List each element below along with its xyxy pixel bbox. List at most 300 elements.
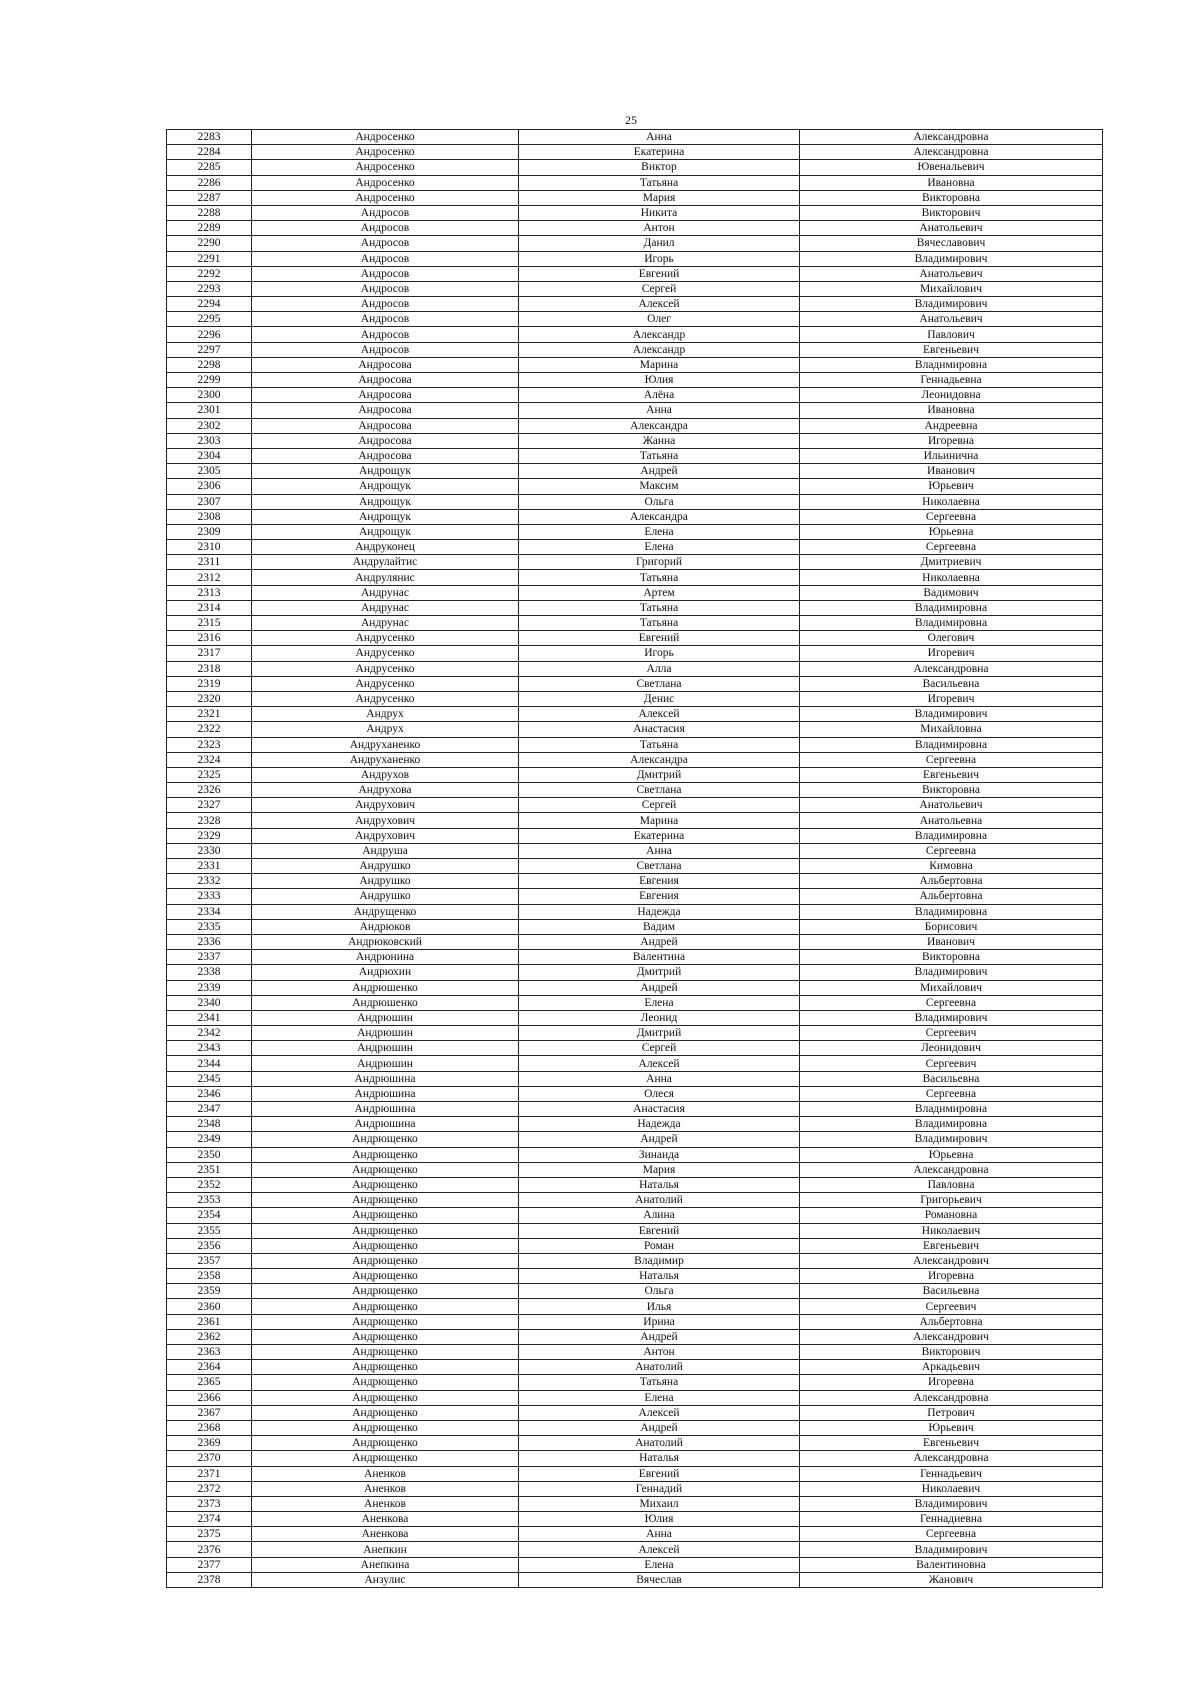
last-name-cell: Андросенко [252, 145, 519, 160]
table-row [167, 1117, 1103, 1132]
last-name-cell: Андросенко [252, 175, 519, 190]
first-name-cell: Анастасия [519, 1102, 800, 1117]
last-name-cell: Аненков [252, 1466, 519, 1481]
first-name-cell: Андрей [519, 1329, 800, 1344]
patronymic-cell: Сергеевна [800, 752, 1103, 767]
record-number-cell: 2370 [167, 1451, 252, 1466]
table-row [167, 297, 1103, 312]
table-row [167, 843, 1103, 858]
table-row [167, 1496, 1103, 1511]
first-name-cell: Юлия [519, 373, 800, 388]
patronymic-cell: Иванович [800, 464, 1103, 479]
record-number-cell: 2332 [167, 874, 252, 889]
patronymic-cell: Олегович [800, 631, 1103, 646]
patronymic-cell: Владимировна [800, 1117, 1103, 1132]
last-name-cell: Андрюковский [252, 934, 519, 949]
last-name-cell: Андруша [252, 843, 519, 858]
patronymic-cell: Владимировна [800, 357, 1103, 372]
table-row [167, 1512, 1103, 1527]
patronymic-cell: Викторович [800, 1345, 1103, 1360]
first-name-cell: Дмитрий [519, 767, 800, 782]
patronymic-cell: Юрьевна [800, 524, 1103, 539]
table-row [167, 1147, 1103, 1162]
last-name-cell: Андрулайтис [252, 555, 519, 570]
last-name-cell: Андрух [252, 707, 519, 722]
table-row [167, 388, 1103, 403]
table-row [167, 1436, 1103, 1451]
table-row [167, 1177, 1103, 1192]
record-number-cell: 2375 [167, 1527, 252, 1542]
patronymic-cell: Сергеевич [800, 1026, 1103, 1041]
table-row [167, 251, 1103, 266]
patronymic-cell: Игоревна [800, 1375, 1103, 1390]
table-row [167, 1405, 1103, 1420]
patronymic-cell: Александровна [800, 1451, 1103, 1466]
last-name-cell: Андрющенко [252, 1375, 519, 1390]
table-row [167, 737, 1103, 752]
patronymic-cell: Павловна [800, 1177, 1103, 1192]
table-row [167, 448, 1103, 463]
table-row [167, 205, 1103, 220]
first-name-cell: Татьяна [519, 448, 800, 463]
record-number-cell: 2358 [167, 1269, 252, 1284]
first-name-cell: Ольга [519, 494, 800, 509]
table-row [167, 570, 1103, 585]
first-name-cell: Данил [519, 236, 800, 251]
record-number-cell: 2327 [167, 798, 252, 813]
patronymic-cell: Альбертовна [800, 1314, 1103, 1329]
first-name-cell: Анна [519, 843, 800, 858]
record-number-cell: 2346 [167, 1086, 252, 1101]
first-name-cell: Анастасия [519, 722, 800, 737]
first-name-cell: Олег [519, 312, 800, 327]
table-row [167, 1466, 1103, 1481]
record-number-cell: 2360 [167, 1299, 252, 1314]
patronymic-cell: Владимировна [800, 616, 1103, 631]
last-name-cell: Андрюшина [252, 1071, 519, 1086]
table-row [167, 1193, 1103, 1208]
table-row [167, 1299, 1103, 1314]
table-row [167, 904, 1103, 919]
table-row [167, 145, 1103, 160]
patronymic-cell: Геннадьевна [800, 373, 1103, 388]
patronymic-cell: Андреевна [800, 418, 1103, 433]
record-number-cell: 2348 [167, 1117, 252, 1132]
table-row [167, 509, 1103, 524]
last-name-cell: Андрюшин [252, 1056, 519, 1071]
patronymic-cell: Юрьевич [800, 479, 1103, 494]
patronymic-cell: Владимировна [800, 600, 1103, 615]
record-number-cell: 2349 [167, 1132, 252, 1147]
first-name-cell: Алексей [519, 297, 800, 312]
patronymic-cell: Сергеевна [800, 1527, 1103, 1542]
table-row [167, 160, 1103, 175]
last-name-cell: Андрюшин [252, 1010, 519, 1025]
record-number-cell: 2325 [167, 767, 252, 782]
last-name-cell: Андрощук [252, 464, 519, 479]
first-name-cell: Татьяна [519, 616, 800, 631]
last-name-cell: Андросенко [252, 130, 519, 145]
patronymic-cell: Владимировна [800, 1102, 1103, 1117]
record-number-cell: 2377 [167, 1557, 252, 1572]
last-name-cell: Андрюшина [252, 1102, 519, 1117]
patronymic-cell: Николаевич [800, 1223, 1103, 1238]
table-row [167, 524, 1103, 539]
last-name-cell: Андрющенко [252, 1420, 519, 1435]
record-number-cell: 2345 [167, 1071, 252, 1086]
table-row [167, 1208, 1103, 1223]
table-row [167, 722, 1103, 737]
table-row [167, 433, 1103, 448]
first-name-cell: Анна [519, 130, 800, 145]
table-row [167, 312, 1103, 327]
patronymic-cell: Кимовна [800, 859, 1103, 874]
first-name-cell: Сергей [519, 281, 800, 296]
first-name-cell: Алексей [519, 707, 800, 722]
last-name-cell: Андрощук [252, 479, 519, 494]
last-name-cell: Андрюшин [252, 1026, 519, 1041]
table-row [167, 1557, 1103, 1572]
record-number-cell: 2309 [167, 524, 252, 539]
patronymic-cell: Сергеевна [800, 843, 1103, 858]
last-name-cell: Андросов [252, 312, 519, 327]
patronymic-cell: Петрович [800, 1405, 1103, 1420]
patronymic-cell: Николаевна [800, 570, 1103, 585]
record-number-cell: 2357 [167, 1253, 252, 1268]
last-name-cell: Анепкин [252, 1542, 519, 1557]
first-name-cell: Светлана [519, 859, 800, 874]
record-number-cell: 2337 [167, 950, 252, 965]
patronymic-cell: Николаевич [800, 1481, 1103, 1496]
record-number-cell: 2361 [167, 1314, 252, 1329]
record-number-cell: 2310 [167, 540, 252, 555]
first-name-cell: Надежда [519, 904, 800, 919]
table-row [167, 859, 1103, 874]
record-number-cell: 2335 [167, 919, 252, 934]
patronymic-cell: Владимирович [800, 297, 1103, 312]
last-name-cell: Андрушко [252, 874, 519, 889]
record-number-cell: 2347 [167, 1102, 252, 1117]
patronymic-cell: Викторович [800, 205, 1103, 220]
last-name-cell: Андрющенко [252, 1132, 519, 1147]
table-row [167, 1542, 1103, 1557]
first-name-cell: Елена [519, 524, 800, 539]
record-number-cell: 2298 [167, 357, 252, 372]
table-row [167, 464, 1103, 479]
table-row [167, 1269, 1103, 1284]
patronymic-cell: Владимирович [800, 1496, 1103, 1511]
last-name-cell: Андрющенко [252, 1329, 519, 1344]
patronymic-cell: Ивановна [800, 175, 1103, 190]
first-name-cell: Андрей [519, 464, 800, 479]
last-name-cell: Андрющенко [252, 1405, 519, 1420]
table-row [167, 813, 1103, 828]
last-name-cell: Анепкина [252, 1557, 519, 1572]
record-number-cell: 2338 [167, 965, 252, 980]
patronymic-cell: Романовна [800, 1208, 1103, 1223]
first-name-cell: Ольга [519, 1284, 800, 1299]
last-name-cell: Андрусенко [252, 691, 519, 706]
table-row [167, 1527, 1103, 1542]
table-row [167, 995, 1103, 1010]
last-name-cell: Андрусенко [252, 631, 519, 646]
first-name-cell: Александра [519, 418, 800, 433]
record-number-cell: 2339 [167, 980, 252, 995]
last-name-cell: Андрухов [252, 767, 519, 782]
record-number-cell: 2372 [167, 1481, 252, 1496]
first-name-cell: Светлана [519, 676, 800, 691]
table-row [167, 767, 1103, 782]
record-number-cell: 2344 [167, 1056, 252, 1071]
first-name-cell: Андрей [519, 1420, 800, 1435]
patronymic-cell: Иванович [800, 934, 1103, 949]
record-number-cell: 2319 [167, 676, 252, 691]
table-row [167, 919, 1103, 934]
patronymic-cell: Анатольевна [800, 813, 1103, 828]
first-name-cell: Дмитрий [519, 1026, 800, 1041]
record-number-cell: 2302 [167, 418, 252, 433]
first-name-cell: Татьяна [519, 1375, 800, 1390]
first-name-cell: Валентина [519, 950, 800, 965]
patronymic-cell: Евгеньевич [800, 1436, 1103, 1451]
table-row [167, 1390, 1103, 1405]
record-number-cell: 2343 [167, 1041, 252, 1056]
last-name-cell: Андрющенко [252, 1177, 519, 1192]
first-name-cell: Алексей [519, 1056, 800, 1071]
first-name-cell: Мария [519, 1162, 800, 1177]
first-name-cell: Мария [519, 190, 800, 205]
patronymic-cell: Владимирович [800, 707, 1103, 722]
first-name-cell: Наталья [519, 1269, 800, 1284]
first-name-cell: Геннадий [519, 1481, 800, 1496]
last-name-cell: Андрющенко [252, 1162, 519, 1177]
table-row [167, 357, 1103, 372]
table-row [167, 1102, 1103, 1117]
last-name-cell: Андрющенко [252, 1208, 519, 1223]
record-number-cell: 2293 [167, 281, 252, 296]
table-row [167, 1572, 1103, 1587]
record-number-cell: 2328 [167, 813, 252, 828]
record-number-cell: 2300 [167, 388, 252, 403]
record-number-cell: 2322 [167, 722, 252, 737]
first-name-cell: Максим [519, 479, 800, 494]
record-number-cell: 2283 [167, 130, 252, 145]
first-name-cell: Евгений [519, 631, 800, 646]
first-name-cell: Дмитрий [519, 965, 800, 980]
patronymic-cell: Александровна [800, 130, 1103, 145]
patronymic-cell: Валентиновна [800, 1557, 1103, 1572]
record-number-cell: 2285 [167, 160, 252, 175]
patronymic-cell: Владимирович [800, 1010, 1103, 1025]
first-name-cell: Игорь [519, 646, 800, 661]
record-number-cell: 2308 [167, 509, 252, 524]
table-row [167, 646, 1103, 661]
last-name-cell: Андросенко [252, 190, 519, 205]
record-number-cell: 2366 [167, 1390, 252, 1405]
patronymic-cell: Дмитриевич [800, 555, 1103, 570]
patronymic-cell: Владимирович [800, 965, 1103, 980]
last-name-cell: Аненков [252, 1496, 519, 1511]
first-name-cell: Светлана [519, 783, 800, 798]
patronymic-cell: Владимирович [800, 251, 1103, 266]
record-number-cell: 2312 [167, 570, 252, 585]
last-name-cell: Андросов [252, 342, 519, 357]
first-name-cell: Андрей [519, 934, 800, 949]
first-name-cell: Татьяна [519, 737, 800, 752]
patronymic-cell: Владимировна [800, 737, 1103, 752]
first-name-cell: Алексей [519, 1405, 800, 1420]
table-row [167, 327, 1103, 342]
table-row [167, 1253, 1103, 1268]
record-number-cell: 2304 [167, 448, 252, 463]
table-row [167, 281, 1103, 296]
patronymic-cell: Викторовна [800, 190, 1103, 205]
last-name-cell: Андрущенко [252, 904, 519, 919]
record-number-cell: 2326 [167, 783, 252, 798]
last-name-cell: Андрющенко [252, 1390, 519, 1405]
last-name-cell: Андрусенко [252, 646, 519, 661]
table-row [167, 342, 1103, 357]
table-row [167, 1056, 1103, 1071]
last-name-cell: Андросова [252, 403, 519, 418]
table-row [167, 1162, 1103, 1177]
first-name-cell: Сергей [519, 798, 800, 813]
patronymic-cell: Александровна [800, 1162, 1103, 1177]
last-name-cell: Андрушко [252, 859, 519, 874]
record-number-cell: 2374 [167, 1512, 252, 1527]
last-name-cell: Андрощук [252, 509, 519, 524]
patronymic-cell: Александрович [800, 1253, 1103, 1268]
record-number-cell: 2288 [167, 205, 252, 220]
patronymic-cell: Леонидовна [800, 388, 1103, 403]
patronymic-cell: Ильинична [800, 448, 1103, 463]
patronymic-cell: Владимирович [800, 1542, 1103, 1557]
first-name-cell: Александр [519, 342, 800, 357]
table-row [167, 1238, 1103, 1253]
patronymic-cell: Николаевна [800, 494, 1103, 509]
patronymic-cell: Васильевна [800, 676, 1103, 691]
patronymic-cell: Сергеевна [800, 540, 1103, 555]
registry-table-body [167, 130, 1103, 1588]
last-name-cell: Андросенко [252, 160, 519, 175]
first-name-cell: Евгений [519, 266, 800, 281]
record-number-cell: 2341 [167, 1010, 252, 1025]
last-name-cell: Андрухович [252, 813, 519, 828]
table-row [167, 1375, 1103, 1390]
first-name-cell: Олеся [519, 1086, 800, 1101]
table-row [167, 418, 1103, 433]
last-name-cell: Андросова [252, 388, 519, 403]
last-name-cell: Андросов [252, 236, 519, 251]
patronymic-cell: Анатольевич [800, 312, 1103, 327]
last-name-cell: Андруханенко [252, 737, 519, 752]
last-name-cell: Аненков [252, 1481, 519, 1496]
patronymic-cell: Альбертовна [800, 874, 1103, 889]
table-row [167, 1420, 1103, 1435]
record-number-cell: 2363 [167, 1345, 252, 1360]
table-row [167, 403, 1103, 418]
last-name-cell: Андросова [252, 357, 519, 372]
first-name-cell: Марина [519, 357, 800, 372]
record-number-cell: 2301 [167, 403, 252, 418]
record-number-cell: 2305 [167, 464, 252, 479]
last-name-cell: Андросов [252, 251, 519, 266]
record-number-cell: 2354 [167, 1208, 252, 1223]
last-name-cell: Анзулис [252, 1572, 519, 1587]
patronymic-cell: Владимировна [800, 904, 1103, 919]
patronymic-cell: Альбертовна [800, 889, 1103, 904]
record-number-cell: 2323 [167, 737, 252, 752]
record-number-cell: 2367 [167, 1405, 252, 1420]
record-number-cell: 2292 [167, 266, 252, 281]
last-name-cell: Андросов [252, 221, 519, 236]
table-row [167, 1071, 1103, 1086]
patronymic-cell: Ювенальевич [800, 160, 1103, 175]
first-name-cell: Юлия [519, 1512, 800, 1527]
record-number-cell: 2336 [167, 934, 252, 949]
patronymic-cell: Игоревна [800, 433, 1103, 448]
table-row [167, 1481, 1103, 1496]
last-name-cell: Андрющенко [252, 1345, 519, 1360]
record-number-cell: 2330 [167, 843, 252, 858]
patronymic-cell: Игоревич [800, 691, 1103, 706]
first-name-cell: Евгения [519, 889, 800, 904]
last-name-cell: Андрюшина [252, 1086, 519, 1101]
first-name-cell: Екатерина [519, 145, 800, 160]
patronymic-cell: Григорьевич [800, 1193, 1103, 1208]
first-name-cell: Андрей [519, 980, 800, 995]
record-number-cell: 2313 [167, 585, 252, 600]
first-name-cell: Анна [519, 1527, 800, 1542]
patronymic-cell: Сергеевна [800, 1086, 1103, 1101]
record-number-cell: 2287 [167, 190, 252, 205]
record-number-cell: 2289 [167, 221, 252, 236]
last-name-cell: Андросов [252, 327, 519, 342]
first-name-cell: Вадим [519, 919, 800, 934]
last-name-cell: Андрунас [252, 585, 519, 600]
last-name-cell: Андрюхин [252, 965, 519, 980]
first-name-cell: Анна [519, 403, 800, 418]
record-number-cell: 2342 [167, 1026, 252, 1041]
patronymic-cell: Леонидович [800, 1041, 1103, 1056]
patronymic-cell: Евгеньевич [800, 1238, 1103, 1253]
table-row [167, 373, 1103, 388]
record-number-cell: 2315 [167, 616, 252, 631]
first-name-cell: Антон [519, 221, 800, 236]
last-name-cell: Андрющенко [252, 1451, 519, 1466]
table-row [167, 661, 1103, 676]
table-row [167, 691, 1103, 706]
record-number-cell: 2294 [167, 297, 252, 312]
patronymic-cell: Сергеевич [800, 1056, 1103, 1071]
last-name-cell: Андрушко [252, 889, 519, 904]
patronymic-cell: Васильевна [800, 1071, 1103, 1086]
last-name-cell: Андрусенко [252, 676, 519, 691]
record-number-cell: 2376 [167, 1542, 252, 1557]
record-number-cell: 2324 [167, 752, 252, 767]
record-number-cell: 2353 [167, 1193, 252, 1208]
record-number-cell: 2331 [167, 859, 252, 874]
record-number-cell: 2362 [167, 1329, 252, 1344]
last-name-cell: Андросов [252, 281, 519, 296]
last-name-cell: Андрюшин [252, 1041, 519, 1056]
first-name-cell: Татьяна [519, 600, 800, 615]
first-name-cell: Денис [519, 691, 800, 706]
last-name-cell: Андрющенко [252, 1314, 519, 1329]
record-number-cell: 2286 [167, 175, 252, 190]
last-name-cell: Андрющенко [252, 1223, 519, 1238]
last-name-cell: Андросов [252, 205, 519, 220]
